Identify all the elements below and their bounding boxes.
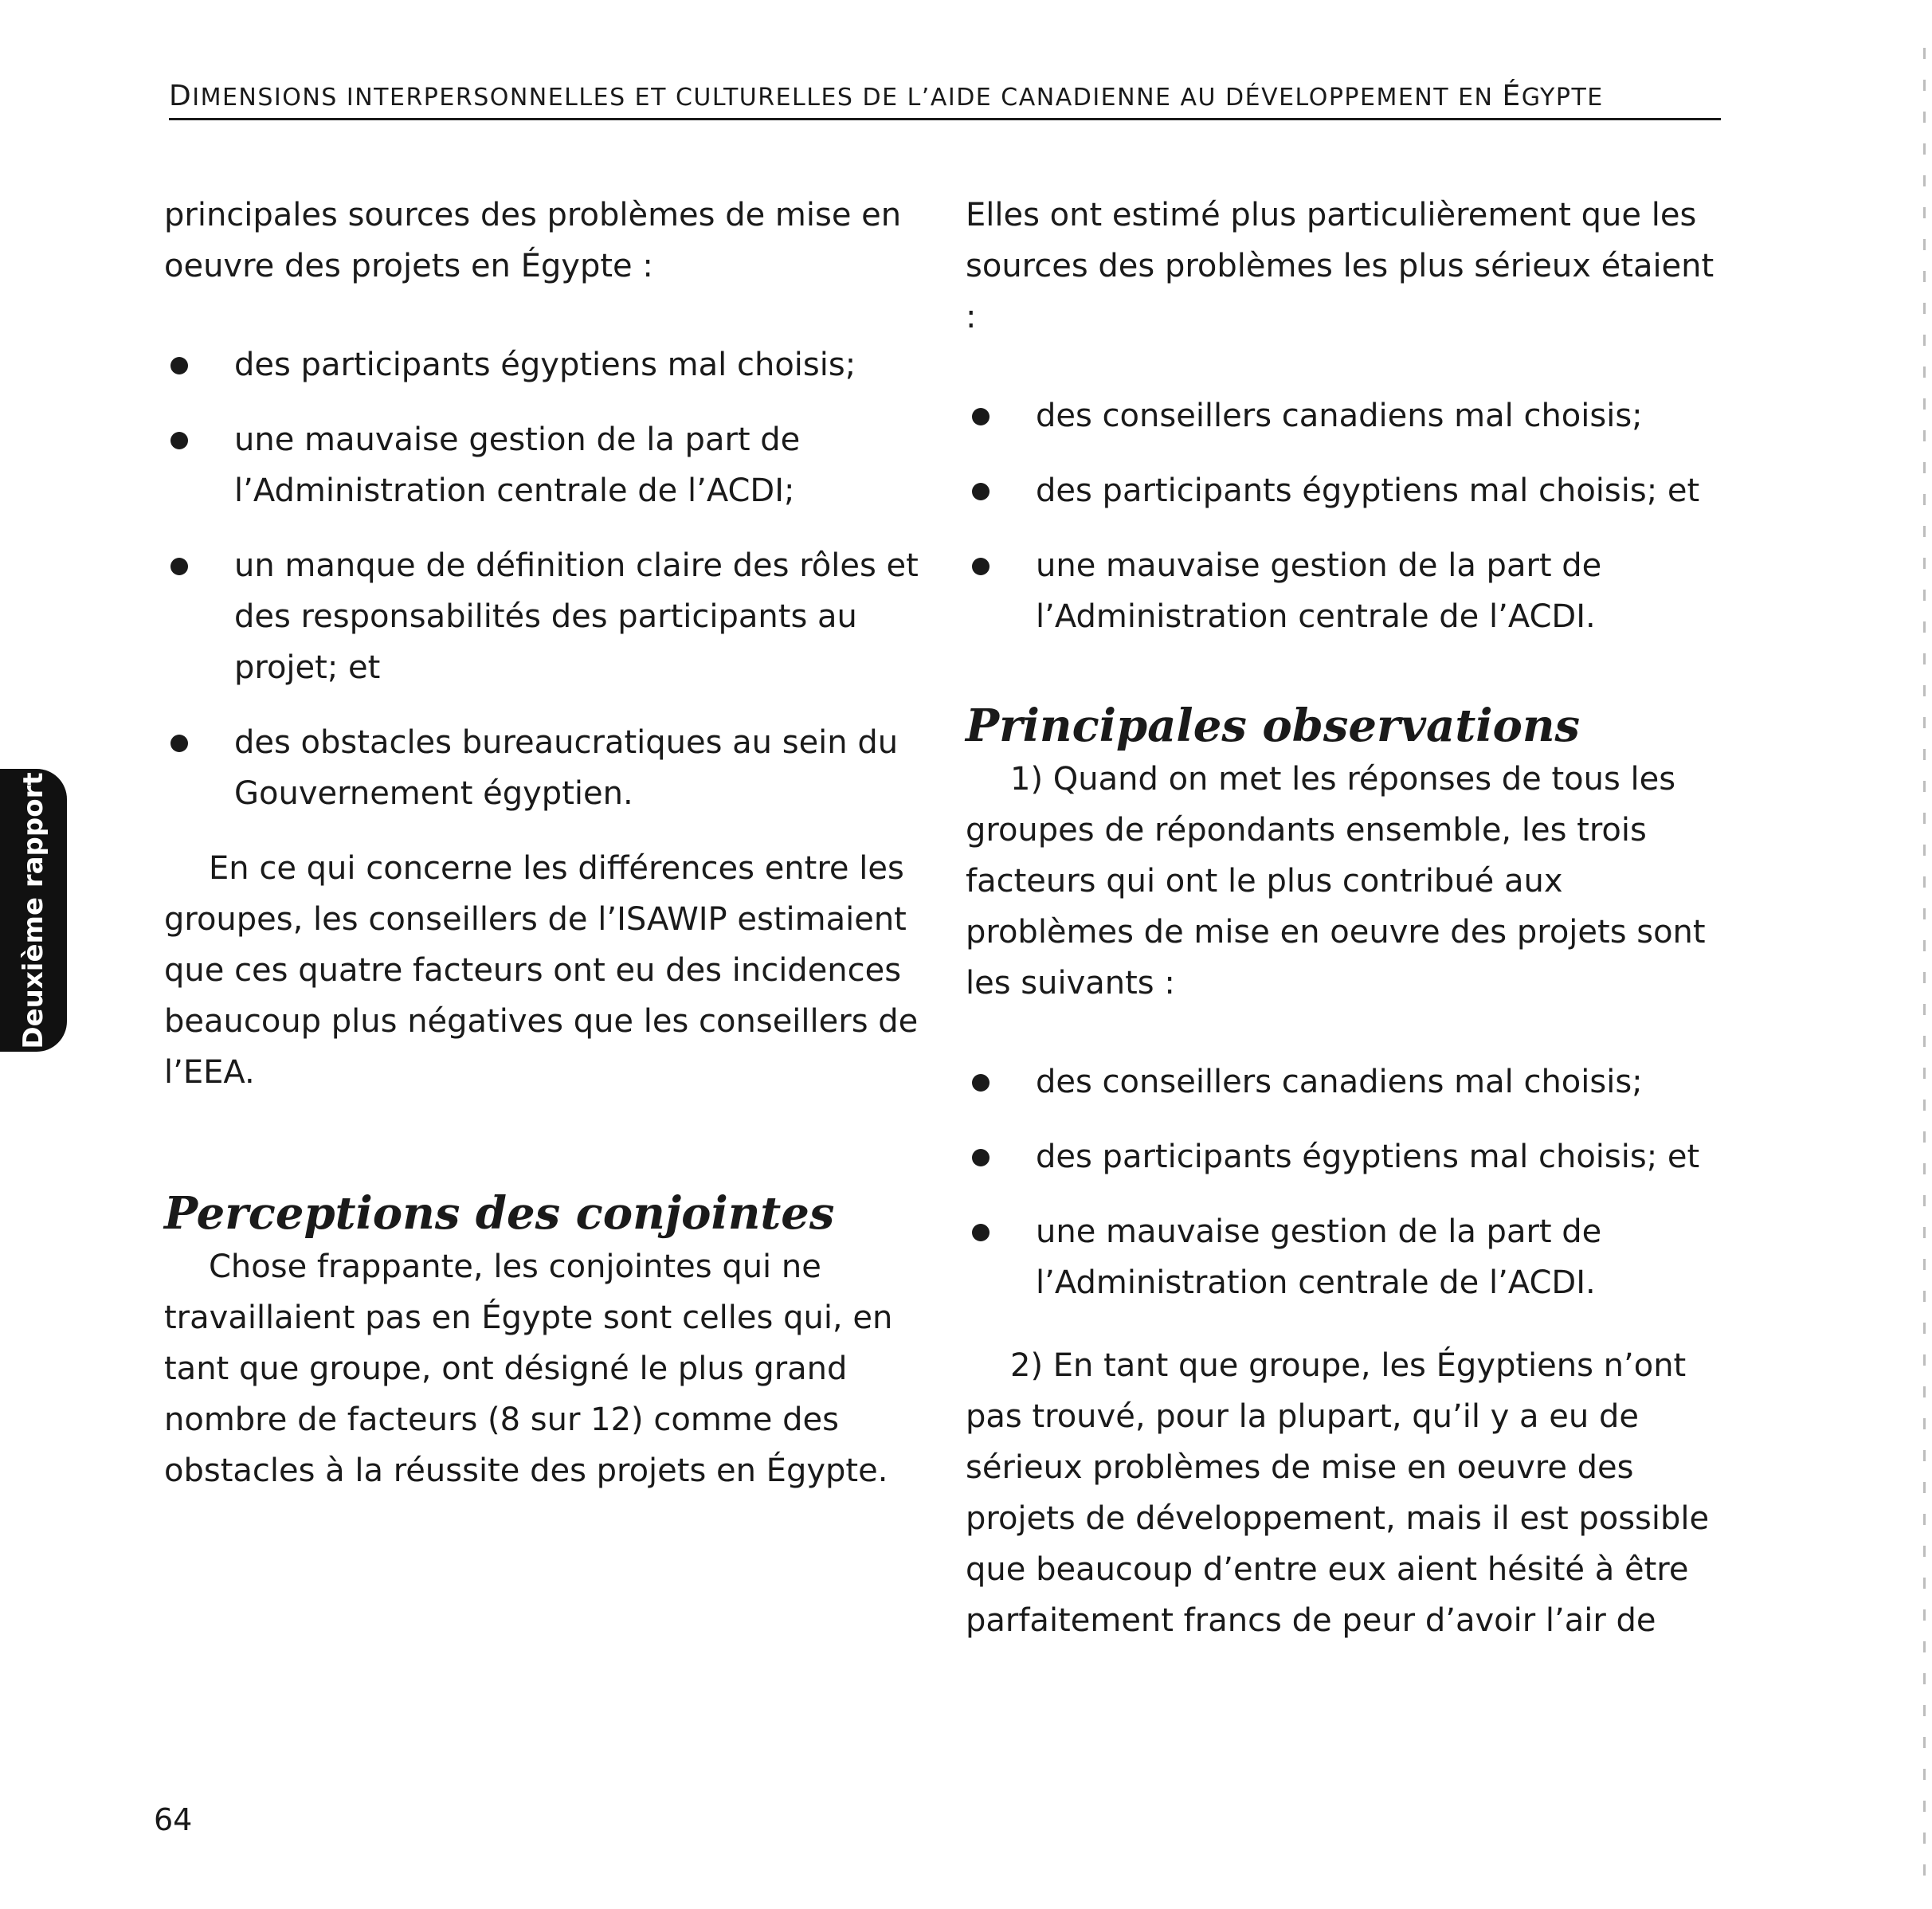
bullet-icon <box>170 357 188 374</box>
bullet-text: une mauvaise gestion de la part de l’Administration centrale de l’ACDI; <box>234 421 801 509</box>
running-header <box>169 80 1721 112</box>
list-item <box>966 390 1722 441</box>
section-title-perceptions: Perceptions des conjointes <box>164 1187 835 1240</box>
bullet-text: des conseillers canadiens mal choisis; <box>1036 1064 1643 1100</box>
left-intro: principales sources des problèmes de mise en oeuvre des projets en Égypte : <box>164 197 902 284</box>
left-conjointes-paragraph: Chose frappante, les conjointes qui ne travaillaient pas en Égypte sont celles qui, en tant que groupe, ont désigné le plus grand nombre de facteurs (8 sur 12) comme des obstacles à la réussite des projets en Égypte. <box>164 1248 893 1489</box>
bullet-icon <box>972 1074 990 1092</box>
left-column <box>164 190 921 1496</box>
section-title-observations: Principales observations <box>966 700 1581 752</box>
bullet-icon <box>972 558 990 575</box>
left-bullet-list <box>164 339 921 819</box>
page-number: 64 <box>154 1802 193 1837</box>
list-item <box>966 540 1722 642</box>
bullet-icon <box>170 432 188 449</box>
bullet-text: des participants égyptiens mal choisis; <box>234 347 856 383</box>
header-rule <box>169 118 1721 120</box>
right-column <box>966 190 1722 1646</box>
list-item <box>966 1131 1722 1182</box>
header-text-1: IMENSIONS INTERPERSONNELLES ET CULTURELLES DE L’AIDE CANADIENNE AU DÉVELOPPEMENT EN <box>192 84 1503 112</box>
bullet-text: des obstacles bureaucratiques au sein du Gouvernement égyptien. <box>234 724 899 812</box>
right-intro: Elles ont estimé plus particulièrement que les sources des problèmes les plus sérieux étaient : <box>966 197 1715 335</box>
side-tab <box>0 769 67 1052</box>
bullet-text: des participants égyptiens mal choisis; et <box>1036 472 1700 509</box>
bullet-icon <box>972 483 990 500</box>
bullet-icon <box>170 558 188 575</box>
scan-edge-artifact <box>1923 48 1926 1880</box>
list-item <box>164 540 921 693</box>
bullet-text: une mauvaise gestion de la part de l’Administration centrale de l’ACDI. <box>1036 547 1602 635</box>
bullet-text: un manque de définition claire des rôles et des responsabilités des participants au projet; et <box>234 547 919 686</box>
header-cap-1: D <box>169 80 193 112</box>
right-bullet-list <box>966 390 1722 642</box>
observation-1-paragraph: 1) Quand on met les réponses de tous les groupes de répondants ensemble, les trois facteurs qui ont le plus contribué aux problèmes de mise en oeuvre des projets sont les suivants : <box>966 761 1706 1002</box>
bullet-text: des participants égyptiens mal choisis; et <box>1036 1139 1700 1175</box>
header-text-2: GYPTE <box>1521 84 1604 112</box>
list-item <box>966 465 1722 516</box>
observation-2-paragraph: 2) En tant que groupe, les Égyptiens n’ont pas trouvé, pour la plupart, qu’il y a eu de sérieux problèmes de mise en oeuvre des projets de développement, mais il est possible que beaucoup d’entre eux aient hésité à être parfaitement francs de peur d’avoir l’air de <box>966 1347 1710 1639</box>
right-bullet-list-2 <box>966 1056 1722 1308</box>
bullet-icon <box>170 735 188 752</box>
bullet-text: une mauvaise gestion de la part de l’Administration centrale de l’ACDI. <box>1036 1213 1602 1301</box>
list-item <box>164 717 921 819</box>
list-item <box>966 1206 1722 1308</box>
left-differences-paragraph: En ce qui concerne les différences entre les groupes, les conseillers de l’ISAWIP estimaient que ces quatre facteurs ont eu des incidences beaucoup plus négatives que les conseillers de l’EEA. <box>164 850 919 1091</box>
bullet-icon <box>972 408 990 425</box>
list-item <box>966 1056 1722 1107</box>
list-item <box>164 339 921 390</box>
list-item <box>164 414 921 516</box>
bullet-icon <box>972 1149 990 1166</box>
header-cap-2: É <box>1502 80 1522 112</box>
bullet-text: des conseillers canadiens mal choisis; <box>1036 398 1643 434</box>
side-tab-label: Deuxième rapport <box>18 771 49 1049</box>
bullet-icon <box>972 1224 990 1241</box>
